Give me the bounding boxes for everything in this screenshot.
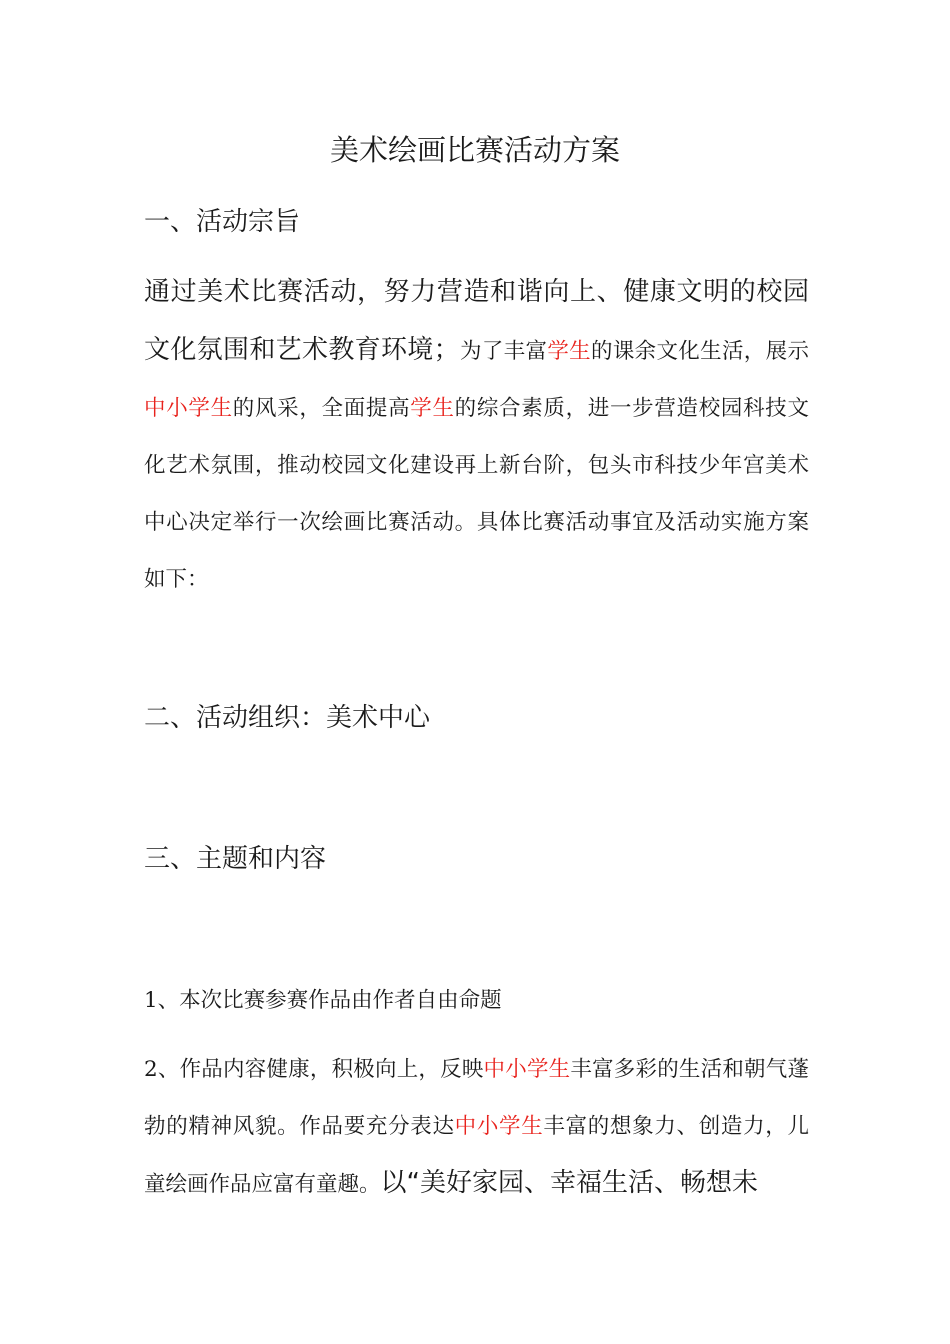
section-heading-theme: 三、主题和内容	[144, 844, 327, 874]
highlight-text: 学生	[410, 396, 455, 421]
paragraph-text: 为了丰富	[459, 339, 548, 364]
theme-item-2	[144, 1041, 809, 1213]
section-heading-purpose: 一、活动宗旨	[144, 207, 301, 237]
highlight-text: 学生	[547, 339, 591, 364]
highlight-text: 中小学生	[144, 396, 233, 421]
paragraph-text: 的风采，全面提高	[232, 396, 411, 421]
purpose-paragraph	[144, 264, 809, 608]
section-heading-organization: 二、活动组织：美术中心	[144, 703, 431, 733]
theme-slogan-text: 以“美好家园、幸福生活、畅想未	[380, 1168, 758, 1198]
paragraph-text: 的综合素质，进一步营造校园科技文化艺术氛围，推动校园文化建设再上新台阶，包头市科技少年宫美术中心决定举行一次绘画比赛活动。具体比赛活动事宜及活动实施方案如下：	[144, 396, 809, 592]
paragraph-text: 的课余文化生活，展示	[590, 339, 809, 364]
purpose-lead-text: 通过美术比赛活动，努力营造和谐向上、健康文明的校园文化氛围和艺术教育环境；	[144, 277, 809, 365]
theme-item-1: 1、本次比赛参赛作品由作者自由命题	[144, 988, 502, 1013]
highlight-text: 中小学生	[483, 1057, 571, 1082]
paragraph-text: 丰富的想象力、创造力，儿童绘画作品应富有童趣。	[144, 1114, 809, 1197]
paragraph-text: 丰富多彩的生活和朝气蓬勃的精神风貌。作品要充分表达	[144, 1057, 809, 1139]
highlight-text: 中小学生	[454, 1114, 544, 1139]
paragraph-text: 2、作品内容健康，积极向上，反映	[144, 1057, 484, 1082]
document-title: 美术绘画比赛活动方案	[329, 133, 620, 167]
